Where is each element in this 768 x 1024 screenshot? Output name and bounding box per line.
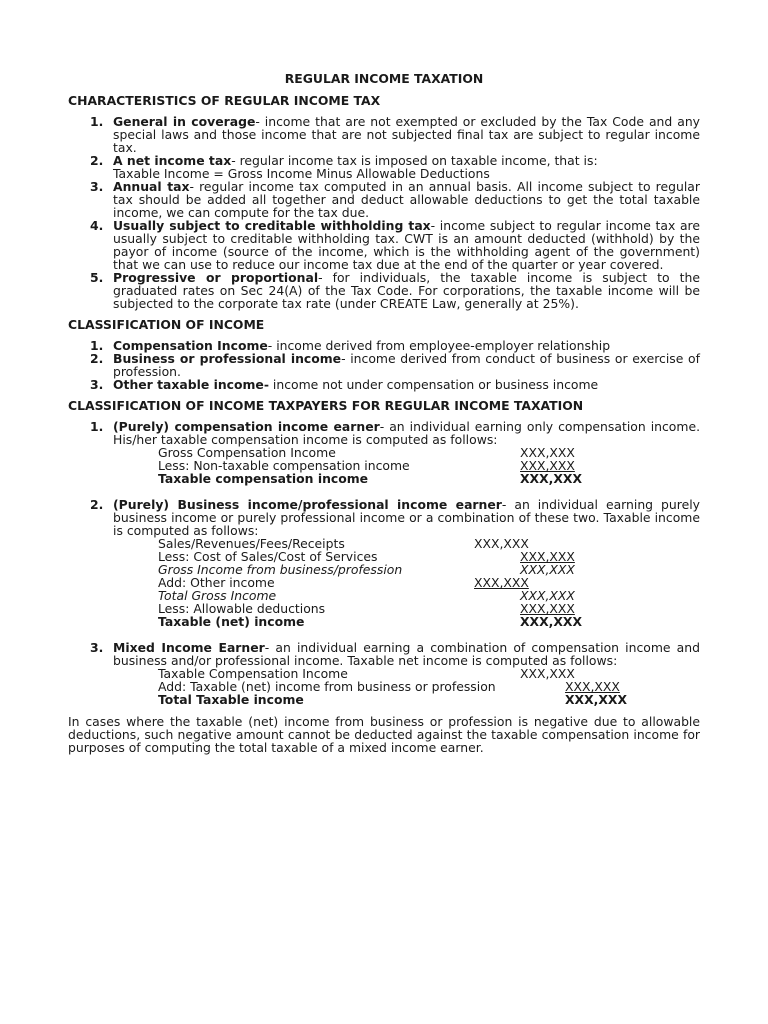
section-heading-taxpayers: CLASSIFICATION OF INCOME TAXPAYERS FOR REGULAR INCOME TAXATION <box>68 398 584 413</box>
compensation-computation <box>68 446 700 485</box>
mixed-computation <box>68 667 700 706</box>
item-term: Mixed Income Earner <box>113 640 265 655</box>
row-label: Taxable compensation income <box>158 471 369 486</box>
computation-row <box>68 615 700 628</box>
item-number: 1. <box>90 338 104 353</box>
item-term: Usually subject to creditable withholding tax <box>113 218 431 233</box>
item-text: - income subject to regular income tax are usually subject to creditable withholding tax. CWT is an amount deducted (withhold) by the payor of income (source of the income, which is the withholding agent of the government) that we can use to reduce our income tax due at the end of the quarter or year covered. <box>113 218 700 272</box>
list-item <box>68 271 700 310</box>
item-term: General in coverage <box>113 114 256 129</box>
list-item <box>68 154 700 167</box>
item-term: Business or professional income <box>113 351 342 366</box>
list-item <box>68 498 700 537</box>
row-label: Less: Allowable deductions <box>158 601 326 616</box>
list-item <box>68 219 700 271</box>
item-text: income not under compensation or business income <box>268 377 599 392</box>
row-label: Total Gross Income <box>158 588 277 603</box>
row-value: XXX,XXX <box>520 601 575 616</box>
row-label: Taxable (net) income <box>158 614 305 629</box>
row-label: Gross Compensation Income <box>158 445 336 460</box>
row-label: Less: Cost of Sales/Cost of Services <box>158 549 378 564</box>
row-label: Gross Income from business/profession <box>158 562 403 577</box>
list-item <box>68 420 700 446</box>
row-value: XXX,XXX <box>520 458 575 473</box>
item-number: 2. <box>90 351 104 366</box>
item-term: Compensation Income <box>113 338 268 353</box>
row-value: XXX,XXX <box>474 575 529 590</box>
section-heading-classification-income: CLASSIFICATION OF INCOME <box>68 317 265 332</box>
item-term: (Purely) Business income/professional income earner <box>113 497 502 512</box>
item-number: 5. <box>90 270 104 285</box>
item-number: 4. <box>90 218 104 233</box>
characteristics-list <box>68 115 700 310</box>
row-value: XXX,XXX <box>520 549 575 564</box>
item-text: - an individual earning a combination of compensation income and business and/or professional income. Taxable net income is computed as follows: <box>113 640 700 668</box>
item-term: Annual tax <box>113 179 190 194</box>
row-label: Add: Taxable (net) income from business or profession <box>158 679 496 694</box>
row-label: Total Taxable income <box>158 692 304 707</box>
row-value: XXX,XXX <box>520 588 575 603</box>
item-text: - an individual earning purely business income or purely professional income or a combination of these two. Taxable income is computed as follows: <box>113 497 700 538</box>
item-text: - regular income tax computed in an annual basis. All income subject to regular tax should be added all together and deduct allowable deductions to get the total taxable income, we can compute for the tax due. <box>113 179 700 220</box>
item-term: Progressive or proportional <box>113 270 319 285</box>
row-value: XXX,XXX <box>565 679 620 694</box>
item-number: 3. <box>90 179 104 194</box>
row-value: XXX,XXX <box>520 445 575 460</box>
item-term: (Purely) compensation income earner <box>113 419 380 434</box>
row-value: XXX,XXX <box>520 471 583 486</box>
item-number: 3. <box>90 640 104 655</box>
item-term: A net income tax <box>113 153 232 168</box>
business-computation <box>68 537 700 628</box>
item-text: - income derived from conduct of business or exercise of profession. <box>113 351 700 379</box>
row-value: XXX,XXX <box>520 666 575 681</box>
computation-row <box>68 693 700 706</box>
document-title: REGULAR INCOME TAXATION <box>284 71 484 86</box>
row-label: Taxable Compensation Income <box>158 666 348 681</box>
item-number: 2. <box>90 153 104 168</box>
row-value: XXX,XXX <box>565 692 628 707</box>
item-text: - income that are not exempted or excluded by the Tax Code and any special laws and those income that are not subjected final tax are subject to regular income tax. <box>113 114 701 155</box>
taxable-income-formula: Taxable Income = Gross Income Minus Allowable Deductions <box>113 166 490 181</box>
item-text: - for individuals, the taxable income is subject to the graduated rates on Sec 24(A) of the Tax Code. For corporations, the taxable income will be subjected to the corporate tax rate (under CREATE Law, generally at 25%). <box>113 270 700 311</box>
section-heading-characteristics: CHARACTERISTICS OF REGULAR INCOME TAX <box>68 93 381 108</box>
item-number: 1. <box>90 114 104 129</box>
item-text: - regular income tax is imposed on taxable income, that is: <box>231 153 598 168</box>
list-item <box>68 115 700 154</box>
list-item <box>68 641 700 667</box>
list-item <box>68 378 700 391</box>
item-text: - income derived from employee-employer relationship <box>267 338 611 353</box>
income-classification-list <box>68 339 700 391</box>
item-text: - an individual earning only compensation income. His/her taxable compensation income is computed as follows: <box>113 419 701 447</box>
row-value: XXX,XXX <box>474 536 529 551</box>
closing-paragraph: In cases where the taxable (net) income from business or profession is negative due to allowable deductions, such negative amount cannot be deducted against the taxable compensation income for purposes of computing the total taxable of a mixed income earner. <box>68 714 700 755</box>
row-label: Add: Other income <box>158 575 275 590</box>
document-page <box>68 72 700 754</box>
row-value: XXX,XXX <box>520 562 575 577</box>
row-label: Less: Non-taxable compensation income <box>158 458 410 473</box>
computation-row <box>68 472 700 485</box>
list-item <box>68 352 700 378</box>
item-number: 1. <box>90 419 104 434</box>
row-value: XXX,XXX <box>520 614 583 629</box>
item-number: 2. <box>90 497 104 512</box>
item-term: Other taxable income- <box>113 377 269 392</box>
list-item <box>68 180 700 219</box>
item-number: 3. <box>90 377 104 392</box>
row-label: Sales/Revenues/Fees/Receipts <box>158 536 345 551</box>
